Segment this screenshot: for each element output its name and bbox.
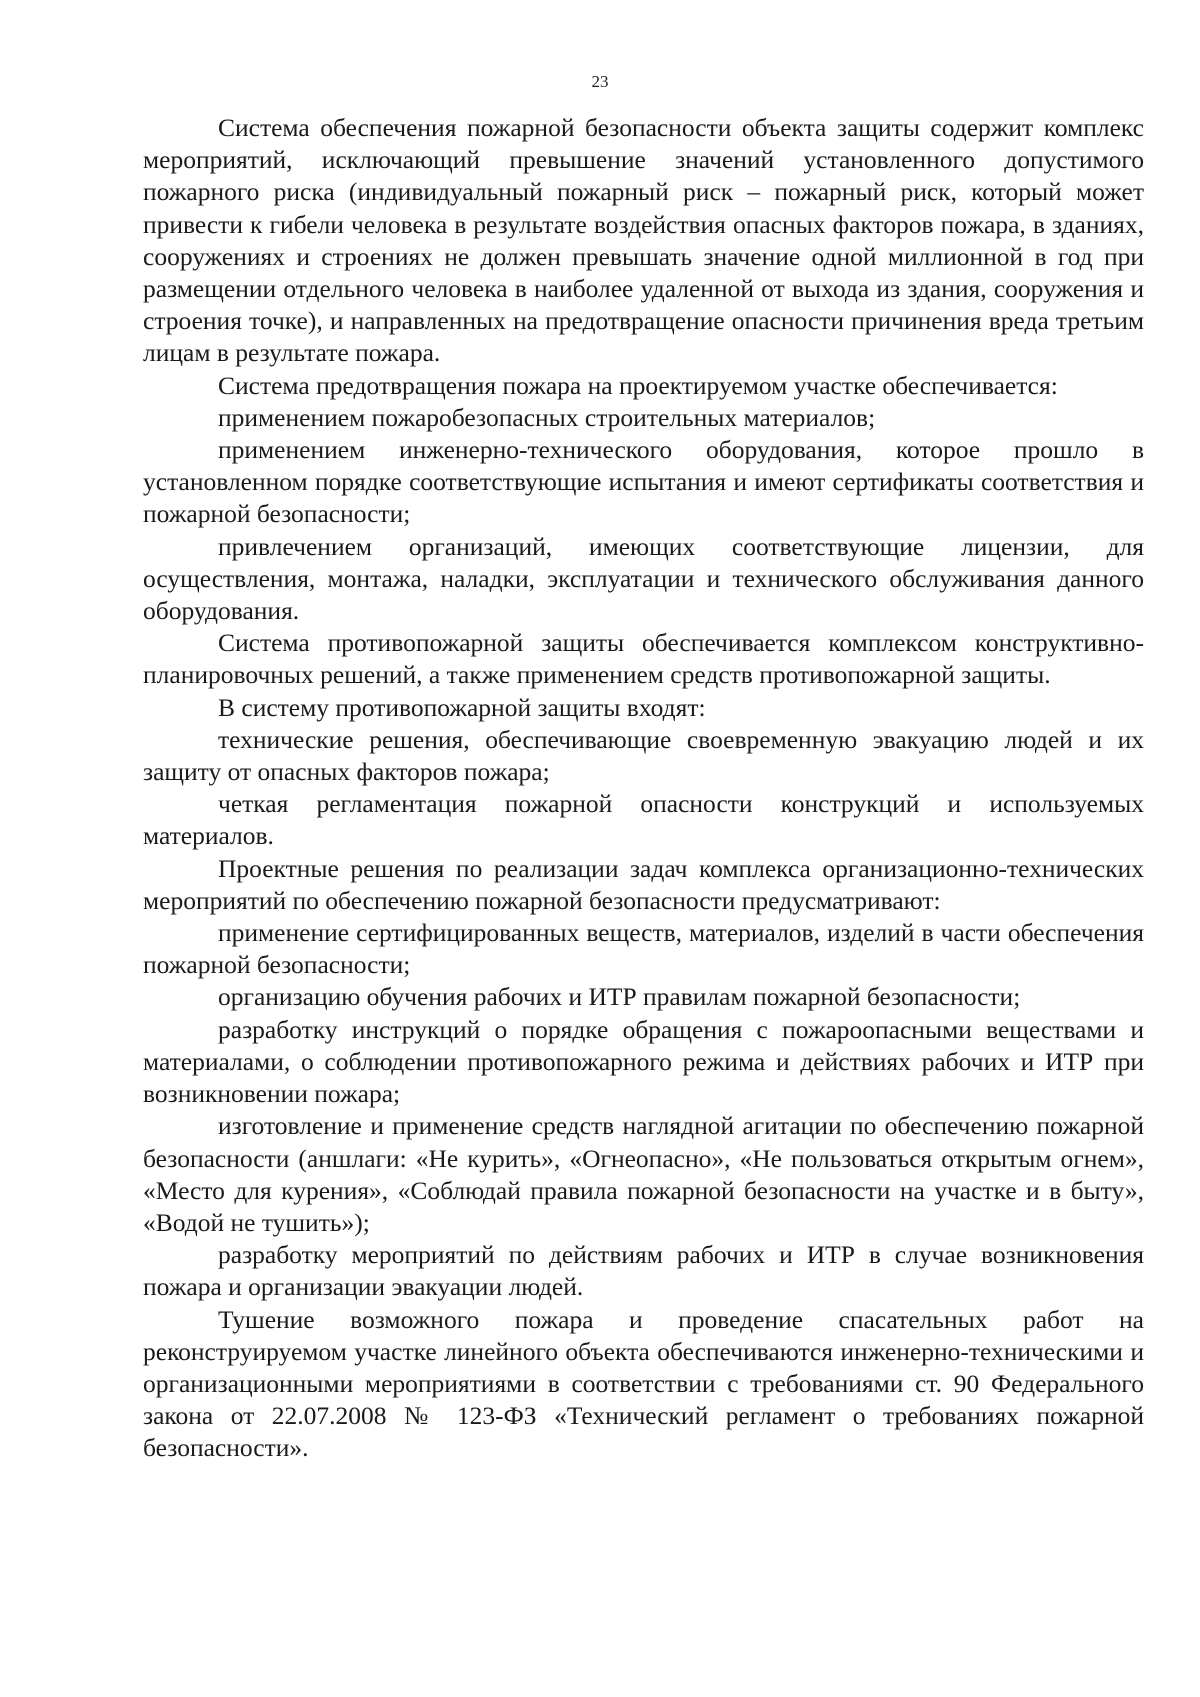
paragraph-design-solutions: Проектные решения по реализации задач комплекса организационно-технических мероприятий по обеспечению пожарной безопасности предусматривают: <box>143 853 1144 915</box>
list-item-certified-substances: применение сертифицированных веществ, материалов, изделий в части обеспечения пожарной безопасности; <box>143 918 1144 980</box>
list-item-evacuation-solutions: технические решения, обеспечивающие своевременную эвакуацию людей и их защиту от опасных факторов пожара; <box>143 724 1144 787</box>
paragraph-fire-extinguishing: Тушение возможного пожара и проведение спасательных работ на реконструируемом участке линейного объекта обеспечиваются инженерно-техническими и организационными мероприятиями в соответствии с требованиями ст. 90 Федерального закона от 22.07.2008 № 123-ФЗ «Технический регламент о требованиях пожарной безопасности». <box>143 1304 1144 1463</box>
page-number: 23 <box>591 72 609 91</box>
paragraph-fire-protection-system: Система противопожарной защиты обеспечивается комплексом конструктивно-планировочных решений, а также применением средств противопожарной защиты. <box>143 628 1144 690</box>
list-item-staff-training: организацию обучения рабочих и ИТР правилам пожарной безопасности; <box>218 982 1021 1012</box>
list-item-hazard-regulation: четкая регламентация пожарной опасности конструкций и используемых материалов. <box>143 789 1144 851</box>
list-item-visual-agitation: изготовление и применение средств наглядной агитации по обеспечению пожарной безопасности (аншлаги: «Не курить», «Огнеопасно», «Не пользоваться открытым огнем», «Место для курения», «Соблюдай правила пожарной безопасности на участке и в быту», «Водой не тушить»); <box>143 1111 1144 1237</box>
paragraph-fire-prevention-system: Система предотвращения пожара на проектируемом участке обеспечивается: <box>218 370 1058 400</box>
paragraph-fire-safety-system: Система обеспечения пожарной безопасности объекта защиты содержит комплекс мероприятий, исключающий превышение значений установленного допустимого пожарного риска (индивидуальный пожарный риск – пожарный риск, который может привести к гибели человека в результате воздействия опасных факторов пожара, в зданиях, сооружениях и строениях не должен превышать значение одной миллионной в год при размещении отдельного человека в наиболее удаленной от выхода из здания, сооружения и строения точке), и направленных на предотвращение опасности причинения вреда третьим лицам в результате пожара. <box>143 113 1144 368</box>
document-body <box>143 112 1144 1465</box>
list-item-evacuation-measures: разработку мероприятий по действиям рабочих и ИТР в случае возникновения пожара и организации эвакуации людей. <box>143 1240 1144 1302</box>
list-item-instructions: разработку инструкций о порядке обращения с пожароопасными веществами и материалами, о соблюдении противопожарного режима и действиях рабочих и ИТР при возникновении пожара; <box>143 1014 1144 1109</box>
paragraph-protection-includes: В систему противопожарной защиты входят: <box>218 692 706 722</box>
list-item-certified-equipment: применением инженерно-технического оборудования, которое прошло в установленном порядке соответствующие испытания и имеют сертификаты соответствия и пожарной безопасности; <box>143 435 1144 529</box>
list-item-fireproof-materials: применением пожаробезопасных строительных материалов; <box>218 402 876 432</box>
list-item-licensed-organizations: привлечением организаций, имеющих соответствующие лицензии, для осуществления, монтажа, наладки, эксплуатации и технического обслуживания данного оборудования. <box>143 531 1144 626</box>
